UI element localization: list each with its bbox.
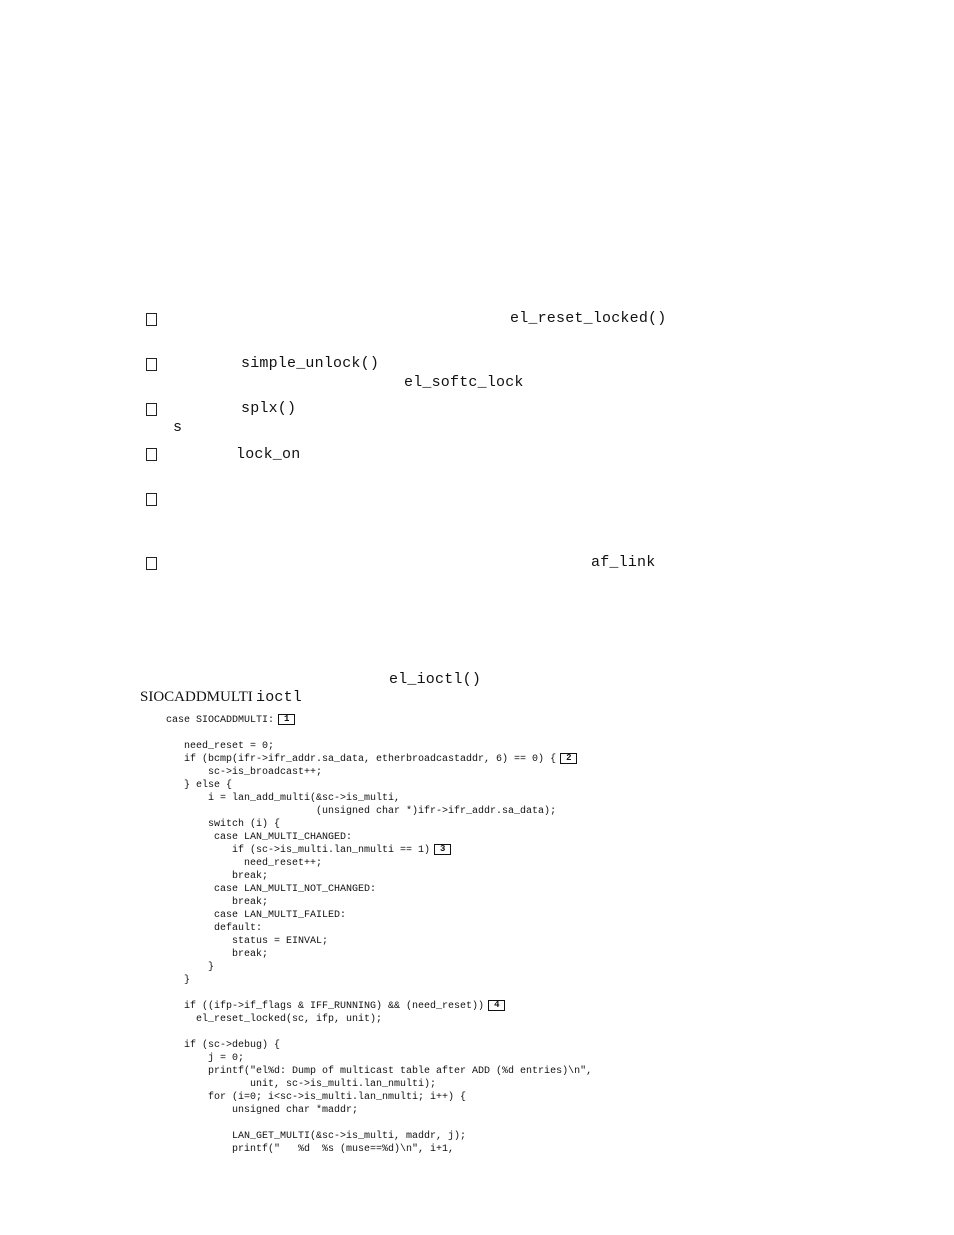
code-line bbox=[166, 714, 592, 727]
code-line bbox=[166, 987, 592, 1000]
code-text: break; bbox=[166, 949, 269, 960]
code-line bbox=[166, 1078, 592, 1091]
code-line bbox=[166, 792, 592, 805]
code-line bbox=[166, 727, 592, 740]
code-line bbox=[166, 753, 592, 766]
bullet-square-icon bbox=[146, 557, 157, 570]
code-line bbox=[166, 844, 592, 857]
code-text: unsigned char *maddr; bbox=[166, 1105, 359, 1116]
code-line bbox=[166, 740, 592, 753]
code-text: case LAN_MULTI_FAILED: bbox=[166, 910, 347, 921]
code-line bbox=[166, 948, 592, 961]
code-text: if (sc->is_multi.lan_nmulti == 1) bbox=[166, 845, 431, 856]
code-line bbox=[166, 1091, 592, 1104]
code-line bbox=[166, 1013, 592, 1026]
code-text: if ((ifp->if_flags & IFF_RUNNING) && (need_reset)) bbox=[166, 1001, 485, 1012]
code-line bbox=[166, 883, 592, 896]
callout-marker: 1 bbox=[278, 714, 295, 725]
code-text: if (sc->debug) { bbox=[166, 1040, 281, 1051]
code-line bbox=[166, 857, 592, 870]
code-line bbox=[166, 1052, 592, 1065]
caption-function: el_ioctl() bbox=[389, 671, 482, 688]
code-text: (unsigned char *)ifr->ifr_addr.sa_data); bbox=[166, 806, 557, 817]
code-line bbox=[166, 1026, 592, 1039]
bullet-square-icon bbox=[146, 358, 157, 371]
code-text: unit, sc->is_multi.lan_nmulti); bbox=[166, 1079, 437, 1090]
code-text: need_reset = 0; bbox=[166, 741, 275, 752]
code-line bbox=[166, 1039, 592, 1052]
code-line bbox=[166, 805, 592, 818]
code-line bbox=[166, 1104, 592, 1117]
code-line bbox=[166, 779, 592, 792]
code-line bbox=[166, 922, 592, 935]
code-text: sc->is_broadcast++; bbox=[166, 767, 323, 778]
code-identifier: s bbox=[173, 419, 183, 436]
code-text: need_reset++; bbox=[166, 858, 323, 869]
code-text: printf("el%d: Dump of multicast table after ADD (%d entries)\n", bbox=[166, 1066, 593, 1077]
code-identifier: el_reset_locked() bbox=[510, 310, 667, 327]
code-identifier: af_link bbox=[591, 554, 656, 571]
bullet-square-icon bbox=[146, 493, 157, 506]
bullet-square-icon bbox=[146, 448, 157, 461]
code-line bbox=[166, 818, 592, 831]
code-text: case LAN_MULTI_CHANGED: bbox=[166, 832, 353, 843]
code-line bbox=[166, 935, 592, 948]
code-line bbox=[166, 896, 592, 909]
code-line bbox=[166, 831, 592, 844]
code-line bbox=[166, 1117, 592, 1130]
code-line bbox=[166, 1130, 592, 1143]
code-text: LAN_GET_MULTI(&sc->is_multi, maddr, j); bbox=[166, 1131, 467, 1142]
code-line bbox=[166, 870, 592, 883]
code-text: break; bbox=[166, 871, 269, 882]
code-text: break; bbox=[166, 897, 269, 908]
code-line bbox=[166, 1143, 592, 1156]
code-line bbox=[166, 766, 592, 779]
code-identifier: simple_unlock() bbox=[241, 355, 380, 372]
code-text: printf(" %d %s (muse==%d)\n", i+1, bbox=[166, 1144, 455, 1155]
code-text: case LAN_MULTI_NOT_CHANGED: bbox=[166, 884, 377, 895]
code-text: switch (i) { bbox=[166, 819, 281, 830]
code-line bbox=[166, 1000, 592, 1013]
code-line bbox=[166, 909, 592, 922]
code-text: if (bcmp(ifr->ifr_addr.sa_data, etherbroadcastaddr, 6) == 0) { bbox=[166, 754, 557, 765]
bullet-square-icon bbox=[146, 313, 157, 326]
callout-marker: 2 bbox=[560, 753, 577, 764]
caption-ioctl-name: SIOCADDMULTI bbox=[140, 689, 253, 705]
code-text: } bbox=[166, 962, 215, 973]
code-text: for (i=0; i<sc->is_multi.lan_nmulti; i++) { bbox=[166, 1092, 467, 1103]
code-text: j = 0; bbox=[166, 1053, 245, 1064]
callout-marker: 4 bbox=[488, 1000, 505, 1011]
code-line bbox=[166, 974, 592, 987]
code-text: el_reset_locked(sc, ifp, unit); bbox=[166, 1014, 383, 1025]
code-line bbox=[166, 1065, 592, 1078]
bullet-square-icon bbox=[146, 403, 157, 416]
code-identifier: el_softc_lock bbox=[404, 374, 524, 391]
code-text: } else { bbox=[166, 780, 233, 791]
code-listing bbox=[166, 714, 592, 1156]
code-text: i = lan_add_multi(&sc->is_multi, bbox=[166, 793, 401, 804]
caption-ioctl-word: ioctl bbox=[256, 689, 303, 706]
code-text: case SIOCADDMULTI: bbox=[166, 715, 275, 726]
code-text: default: bbox=[166, 923, 263, 934]
code-identifier: lock_on bbox=[236, 446, 301, 463]
code-text: } bbox=[166, 975, 191, 986]
code-text: status = EINVAL; bbox=[166, 936, 329, 947]
callout-marker: 3 bbox=[434, 844, 451, 855]
code-identifier: splx() bbox=[241, 400, 297, 417]
code-line bbox=[166, 961, 592, 974]
